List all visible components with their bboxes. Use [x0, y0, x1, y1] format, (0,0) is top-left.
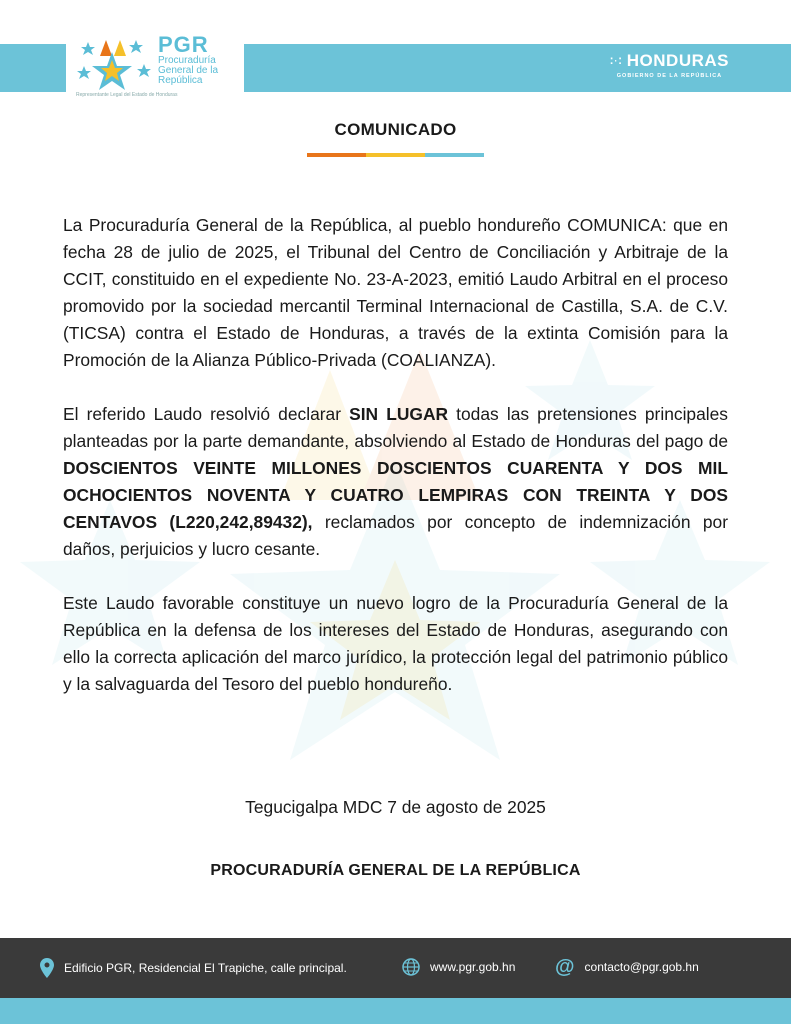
title-underline — [307, 153, 484, 157]
footer-email-text[interactable]: contacto@pgr.gob.hn — [584, 960, 699, 974]
logo-stars-icon — [76, 34, 156, 94]
logo-tagline: Representante Legal del Estado de Honduras — [76, 92, 178, 98]
honduras-brand — [610, 52, 729, 79]
brand-subtitle: GOBIERNO DE LA REPÚBLICA — [616, 73, 723, 79]
paragraph-2-text-3: reclamados por concepto de indemnización por daños, perjuicios y lucro cesante. — [63, 512, 729, 559]
footer-bottom-band — [0, 998, 791, 1024]
five-stars-icon: ⁚·⁚ — [609, 56, 623, 66]
signature: PROCURADURÍA GENERAL DE LA REPÚBLICA — [210, 862, 581, 879]
paragraph-2-bold-1: SIN LUGAR — [349, 404, 449, 424]
footer-address — [40, 958, 347, 978]
paragraph-1: La Procuraduría General de la República, al pueblo hondureño COMUNICA: que en fecha 28 de julio de 2025, el Tribunal del Centro de Conciliación y Arbitraje de la CCIT, constituido en el expediente No. 23-A-2023, emitió Laudo Arbitral en el proceso promovido por la sociedad mercantil Terminal Internacional de Castilla, S.A. de C.V. (TICSA) contra el Estado de Honduras, a través de la extinta Comisión para la Promoción de la Alianza Público-Privada (COALIANZA). — [63, 215, 728, 370]
document-title: COMUNICADO — [334, 120, 457, 139]
footer-website[interactable] — [402, 958, 515, 976]
logo-subtitle-line-2: General de la — [158, 65, 219, 76]
footer-email[interactable] — [555, 958, 699, 976]
footer — [0, 938, 791, 998]
paragraph-2-text-1: El referido Laudo resolvió declarar — [63, 404, 350, 424]
paragraph-2-text-2: todas las pretensiones principales planteadas por la parte demandante, absolviendo al Estado de Honduras del pago de — [63, 404, 729, 451]
footer-website-text[interactable]: www.pgr.gob.hn — [430, 960, 516, 974]
at-sign-icon: @ — [555, 956, 575, 978]
globe-icon — [402, 958, 420, 976]
logo-text — [158, 34, 248, 86]
brand-name: HONDURAS — [626, 51, 729, 70]
pgr-logo — [66, 30, 244, 102]
logo-subtitle-line-3: República — [158, 75, 203, 86]
paragraph-3: Este Laudo favorable constituye un nuevo logro de la Procuraduría General de la República en la defensa de los intereses del Estado de Honduras, asegurando con ello la correcta aplicación del marco jurídico, la protección legal del patrimonio público y la salvaguarda del Tesoro del pueblo hondureño. — [63, 593, 728, 694]
logo-pgr: PGR — [158, 32, 209, 57]
document-body — [63, 212, 728, 725]
location-pin-icon — [40, 958, 54, 978]
place-date: Tegucigalpa MDC 7 de agosto de 2025 — [245, 797, 546, 817]
footer-address-text: Edificio PGR, Residencial El Trapiche, calle principal. — [64, 961, 347, 975]
paragraph-2 — [63, 401, 728, 563]
logo-subtitle-line-1: Procuraduría — [158, 55, 216, 66]
paragraph-2-bold-2: DOSCIENTOS VEINTE MILLONES DOSCIENTOS CUARENTA Y DOS MIL OCHOCIENTOS NOVENTA Y CUATRO LEMPIRAS CON TREINTA Y DOS CENTAVOS (L220,242,89432), — [63, 458, 728, 532]
